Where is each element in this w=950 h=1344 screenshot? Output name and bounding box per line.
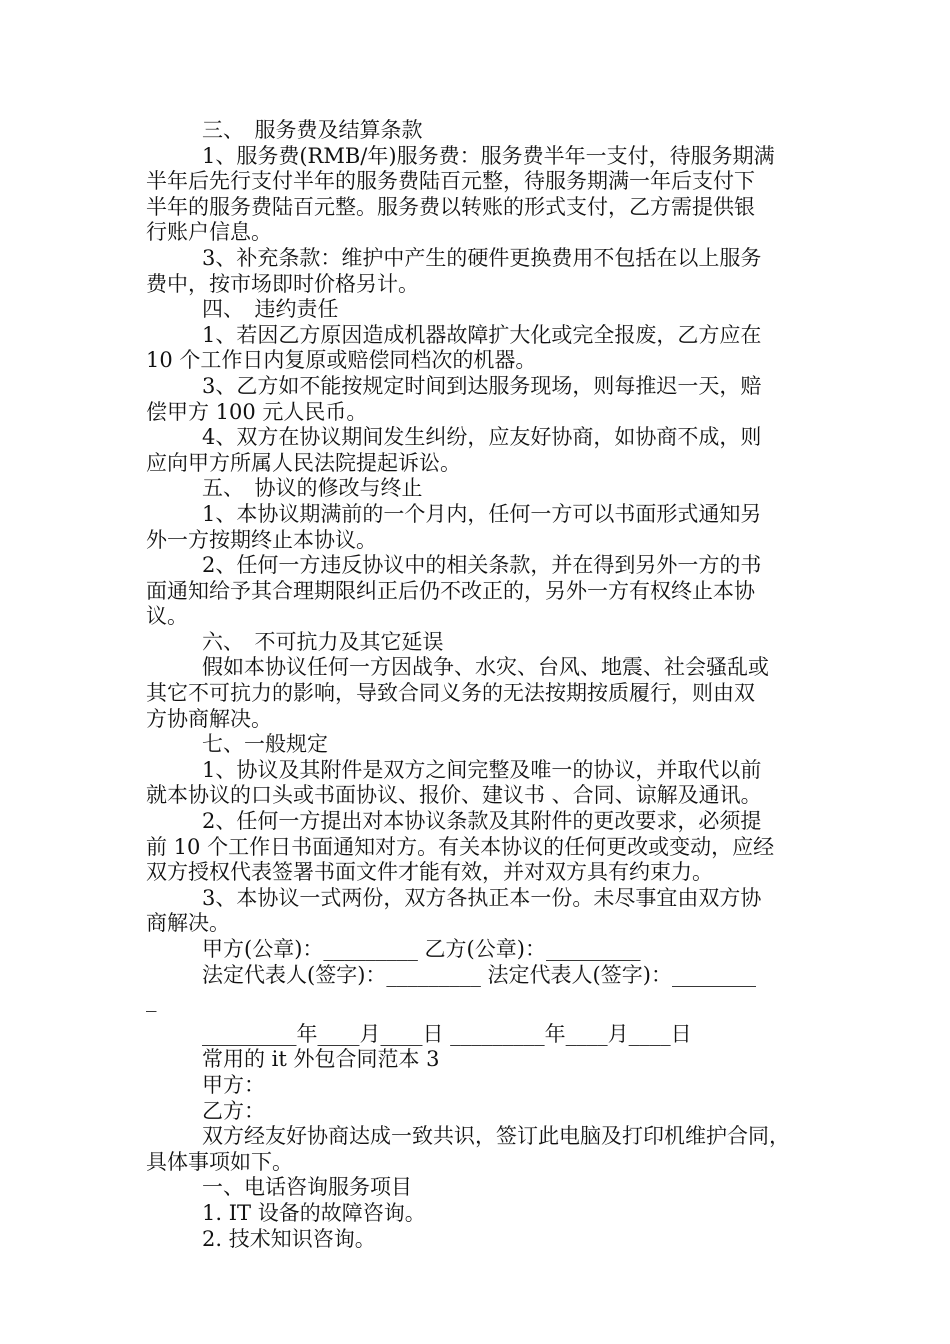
text-line: 10 个工作日内复原或赔偿同档次的机器。 [146,348,537,373]
text-line: 七、一般规定 [202,732,328,757]
text-line: 3、本协议一式两份，双方各执正本一份。未尽事宜由双方协 [202,885,762,910]
text-line: 三、 服务费及结算条款 [202,118,423,142]
text-line: 3、补充条款：维护中产生的硬件更换费用不包括在以上服务 [202,245,762,270]
text-line: 4、双方在协议期间发生纠纷，应友好协商，如协商不成，则 [202,425,762,450]
text-line: 常用的 it 外包合同范本 3 [202,1047,440,1072]
text-line: 2、任何一方违反协议中的相关条款，并在得到另外一方的书 [202,553,762,578]
text-line: 2、任何一方提出对本协议条款及其附件的更改要求，必须提 [202,809,762,834]
text-line: 就本协议的口头或书面协议、报价、建议书 、合同、谅解及通讯。 [146,783,762,808]
text-line: 具体事项如下。 [146,1149,293,1174]
text-line: 费中，按市场即时价格另计。 [146,271,419,296]
text-line: 1、服务费(RMB/年)服务费：服务费半年一支付，待服务期满 [202,143,775,168]
text-line: 3、乙方如不能按规定时间到达服务现场，则每推迟一天，赔 [202,373,762,398]
text-line: 半年后先行支付半年的服务费陆百元整，待服务期满一年后支付下 [146,169,755,194]
text-line: 甲方： [202,1072,265,1097]
text-line: _________年____月____日 _________年____月____日 [202,1021,692,1046]
contract-text-body [146,118,816,1252]
text-line: 1. IT 设备的故障咨询。 [202,1200,426,1225]
text-line: 1、若因乙方原因造成机器故障扩大化或完全报废，乙方应在 [202,322,762,347]
text-line: 一、电话咨询服务项目 [202,1175,412,1200]
text-line: 行账户信息。 [146,220,272,245]
text-line: 其它不可抗力的影响，导致合同义务的无法按期按质履行，则由双 [146,681,755,706]
text-line: 假如本协议任何一方因战争、水灾、台风、地震、社会骚乱或 [202,655,769,680]
text-line: 半年的服务费陆百元整。服务费以转账的形式支付，乙方需提供银 [146,194,755,219]
line-gap [146,1014,816,1022]
text-line: 双方授权代表签署书面文件才能有效，并对双方具有约束力。 [146,860,713,885]
text-line: 甲方(公章)：_________ 乙方(公章)：_________ [202,937,641,961]
text-line: 五、 协议的修改与终止 [202,476,423,501]
text-line: 1、协议及其附件是双方之间完整及唯一的协议，并取代以前 [202,757,762,782]
text-line: 偿甲方 100 元人民币。 [146,399,368,424]
text-line: 乙方： [202,1098,265,1123]
text-line: _ [146,988,157,1013]
text-line: 法定代表人(签字)：_________ 法定代表人(签字)：________ [202,962,756,987]
text-line: 2. 技术知识咨询。 [202,1226,376,1251]
text-line: 商解决。 [146,911,230,936]
text-line: 1、本协议期满前的一个月内，任何一方可以书面形式通知另 [202,501,762,526]
text-line: 议。 [146,604,188,629]
text-line: 前 10 个工作日书面通知对方。有关本协议的任何更改或变动，应经 [146,834,775,859]
text-line: 四、 违约责任 [202,297,339,322]
text-line: 外一方按期终止本协议。 [146,527,377,552]
text-line: 应向甲方所属人民法院提起诉讼。 [146,450,461,475]
text-line: 六、 不可抗力及其它延误 [202,629,444,654]
text-line: 双方经友好协商达成一致共识，签订此电脑及打印机维护合同， [202,1124,790,1149]
text-line: 方协商解决。 [146,706,272,731]
text-line: 面通知给予其合理期限纠正后仍不改正的，另外一方有权终止本协 [146,578,755,603]
